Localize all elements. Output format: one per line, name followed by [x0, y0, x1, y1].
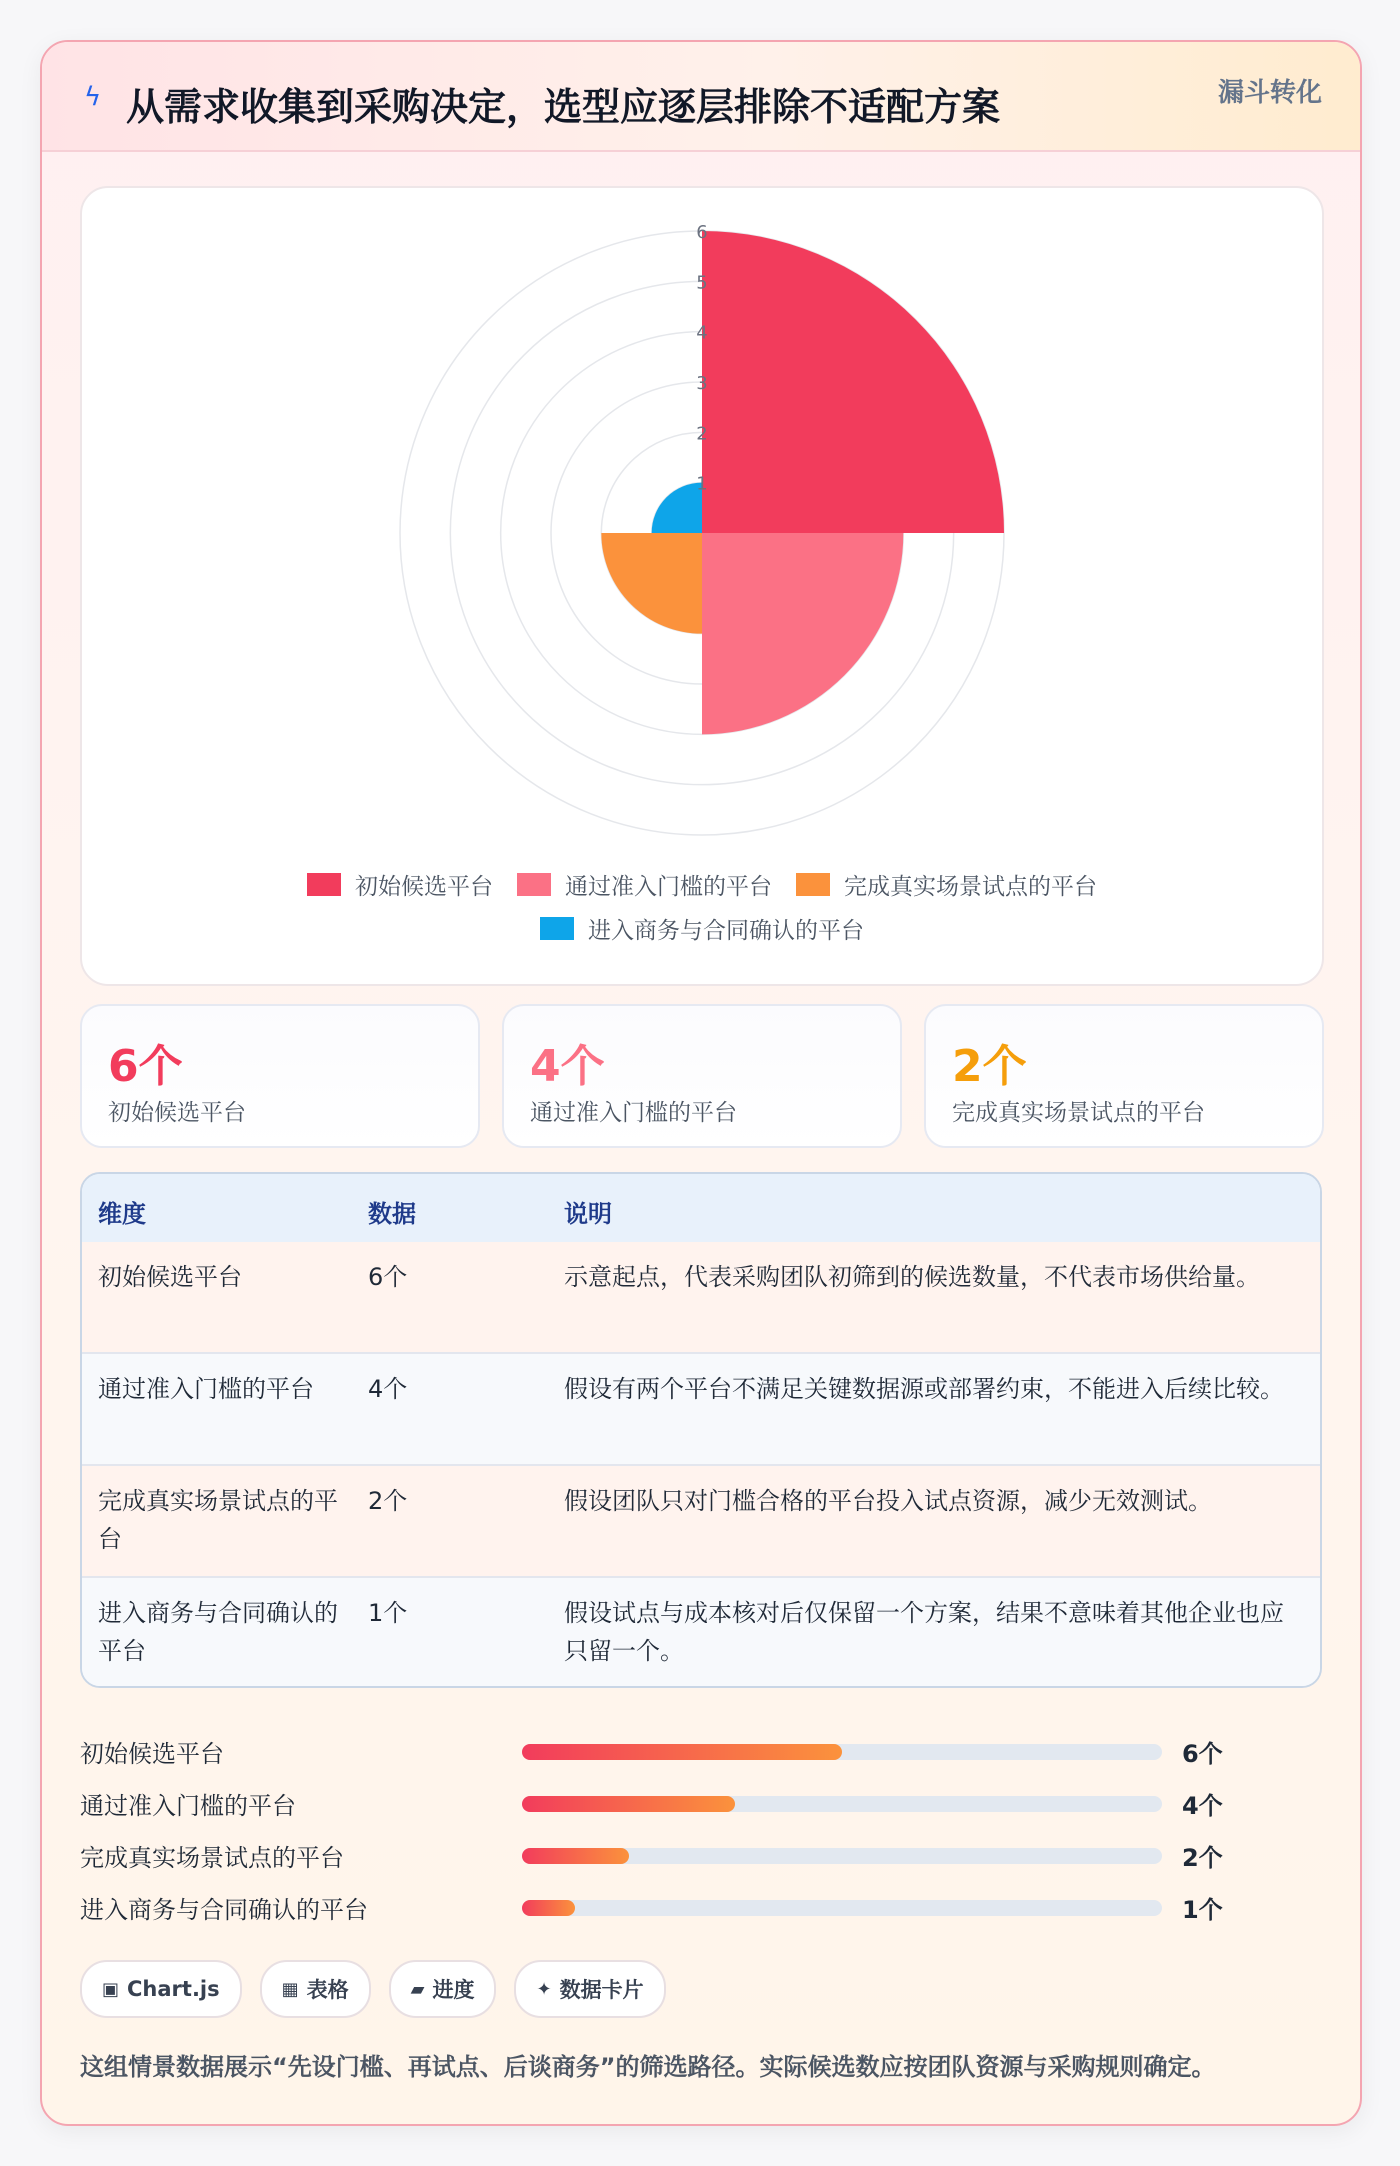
- progress-row: [80, 1836, 1340, 1876]
- cell-dimension: 进入商务与合同确认的平台: [98, 1599, 338, 1665]
- stat-card: [924, 1004, 1324, 1148]
- radial-tick-label: 1: [696, 473, 708, 495]
- stat-card: [80, 1004, 480, 1148]
- column-header-dimension: 维度: [98, 1200, 146, 1228]
- progress-row: [80, 1732, 1340, 1772]
- cell-dimension: 通过准入门槛的平台: [98, 1375, 314, 1403]
- funnel-card: [40, 40, 1362, 2126]
- radial-tick-label: 2: [696, 423, 708, 445]
- progress-label: 初始候选平台: [80, 1740, 224, 1768]
- progress-fill: [522, 1744, 842, 1760]
- progress-label: 完成真实场景试点的平台: [80, 1844, 344, 1872]
- progress-icon: ▰: [410, 1978, 425, 2000]
- stat-card: [502, 1004, 902, 1148]
- chart-panel: [80, 186, 1324, 986]
- progress-label: 进入商务与合同确认的平台: [80, 1896, 368, 1924]
- progress-row: [80, 1784, 1340, 1824]
- table-row: [82, 1578, 1320, 1688]
- stat-label: 通过准入门槛的平台: [530, 1100, 737, 1126]
- progress-value: 4个: [1182, 1792, 1223, 1820]
- legend-row: [82, 862, 1322, 906]
- progress-track: [522, 1744, 1162, 1760]
- polar-segment[interactable]: [601, 533, 702, 634]
- chip-table[interactable]: [260, 1960, 371, 2018]
- progress-row: [80, 1888, 1340, 1928]
- progress-track: [522, 1900, 1162, 1916]
- polar-segment[interactable]: [652, 483, 702, 533]
- polar-area-chart: [82, 188, 1322, 858]
- stat-label: 初始候选平台: [108, 1100, 246, 1126]
- column-header-data: 数据: [368, 1200, 416, 1228]
- table-header: [82, 1174, 1320, 1244]
- table-row: [82, 1354, 1320, 1466]
- chip-label: Chart.js: [127, 1977, 220, 2001]
- legend-item[interactable]: [540, 912, 864, 945]
- legend-label: 通过准入门槛的平台: [565, 873, 772, 900]
- chip-chart[interactable]: [80, 1960, 242, 2018]
- category-tag: 漏斗转化: [1217, 78, 1322, 108]
- chip-card[interactable]: [514, 1960, 665, 2018]
- cell-description: 假设团队只对门槛合格的平台投入试点资源，减少无效测试。: [564, 1487, 1212, 1515]
- table-icon: ▦: [281, 1978, 299, 2000]
- table-row: [82, 1466, 1320, 1578]
- cell-data: 4个: [368, 1375, 408, 1403]
- chart-legend: [82, 862, 1322, 950]
- cell-description: 假设有两个平台不满足关键数据源或部署约束，不能进入后续比较。: [564, 1375, 1284, 1403]
- progress-value: 2个: [1182, 1844, 1223, 1872]
- chip-label: 进度: [432, 1978, 475, 2002]
- legend-swatch: [540, 917, 574, 940]
- chip-label: 数据卡片: [559, 1978, 644, 2002]
- progress-fill: [522, 1848, 629, 1864]
- radial-tick-label: 3: [696, 373, 708, 394]
- radial-tick-label: 5: [696, 272, 708, 294]
- stat-cards: [80, 1004, 1320, 1146]
- legend-item[interactable]: [517, 868, 772, 901]
- chip-progress[interactable]: [389, 1960, 497, 2018]
- page-title: 从需求收集到采购决定，选型应逐层排除不适配方案: [126, 85, 1001, 129]
- radial-tick-label: 6: [696, 222, 708, 243]
- cell-data: 2个: [368, 1487, 408, 1515]
- card-header: [42, 42, 1360, 152]
- legend-swatch: [796, 873, 830, 896]
- cell-description: 假设试点与成本核对后仅保留一个方案，结果不意味着其他企业也应只留一个。: [564, 1599, 1284, 1665]
- progress-fill: [522, 1796, 735, 1812]
- progress-fill: [522, 1900, 575, 1916]
- cell-data: 6个: [368, 1263, 408, 1291]
- radial-tick-label: 4: [696, 322, 708, 344]
- cell-description: 示意起点，代表采购团队初筛到的候选数量，不代表市场供给量。: [564, 1263, 1260, 1291]
- data-table: [80, 1172, 1322, 1688]
- legend-label: 初始候选平台: [355, 873, 493, 900]
- progress-track: [522, 1796, 1162, 1812]
- feature-chips: [80, 1960, 666, 2018]
- legend-swatch: [307, 873, 341, 896]
- legend-swatch: [517, 873, 551, 896]
- cell-data: 1个: [368, 1599, 408, 1627]
- legend-item[interactable]: [307, 868, 493, 901]
- progress-value: 1个: [1182, 1896, 1223, 1924]
- stat-value: 6个: [108, 1041, 183, 1092]
- legend-row: [82, 906, 1322, 950]
- progress-value: 6个: [1182, 1740, 1223, 1768]
- legend-label: 进入商务与合同确认的平台: [588, 917, 864, 944]
- chip-label: 表格: [306, 1978, 349, 2002]
- polar-segment[interactable]: [702, 231, 1004, 533]
- table-row: [82, 1242, 1320, 1354]
- progress-label: 通过准入门槛的平台: [80, 1792, 296, 1820]
- stat-label: 完成真实场景试点的平台: [952, 1100, 1205, 1126]
- stat-value: 2个: [952, 1041, 1027, 1092]
- column-header-description: 说明: [564, 1200, 612, 1228]
- chart-icon: ▣: [102, 1978, 120, 2000]
- legend-item[interactable]: [796, 868, 1097, 901]
- stat-value: 4个: [530, 1041, 605, 1092]
- card-icon: ✦: [536, 1978, 552, 2000]
- lightning-icon: ϟ: [84, 82, 102, 112]
- cell-dimension: 初始候选平台: [98, 1263, 242, 1291]
- polar-segment[interactable]: [702, 533, 903, 734]
- legend-label: 完成真实场景试点的平台: [844, 873, 1097, 900]
- footnote: 这组情景数据展示“先设门槛、再试点、后谈商务”的筛选路径。实际候选数应按团队资源与采购规则确定。: [80, 2053, 1216, 2081]
- progress-track: [522, 1848, 1162, 1864]
- cell-dimension: 完成真实场景试点的平台: [98, 1487, 338, 1553]
